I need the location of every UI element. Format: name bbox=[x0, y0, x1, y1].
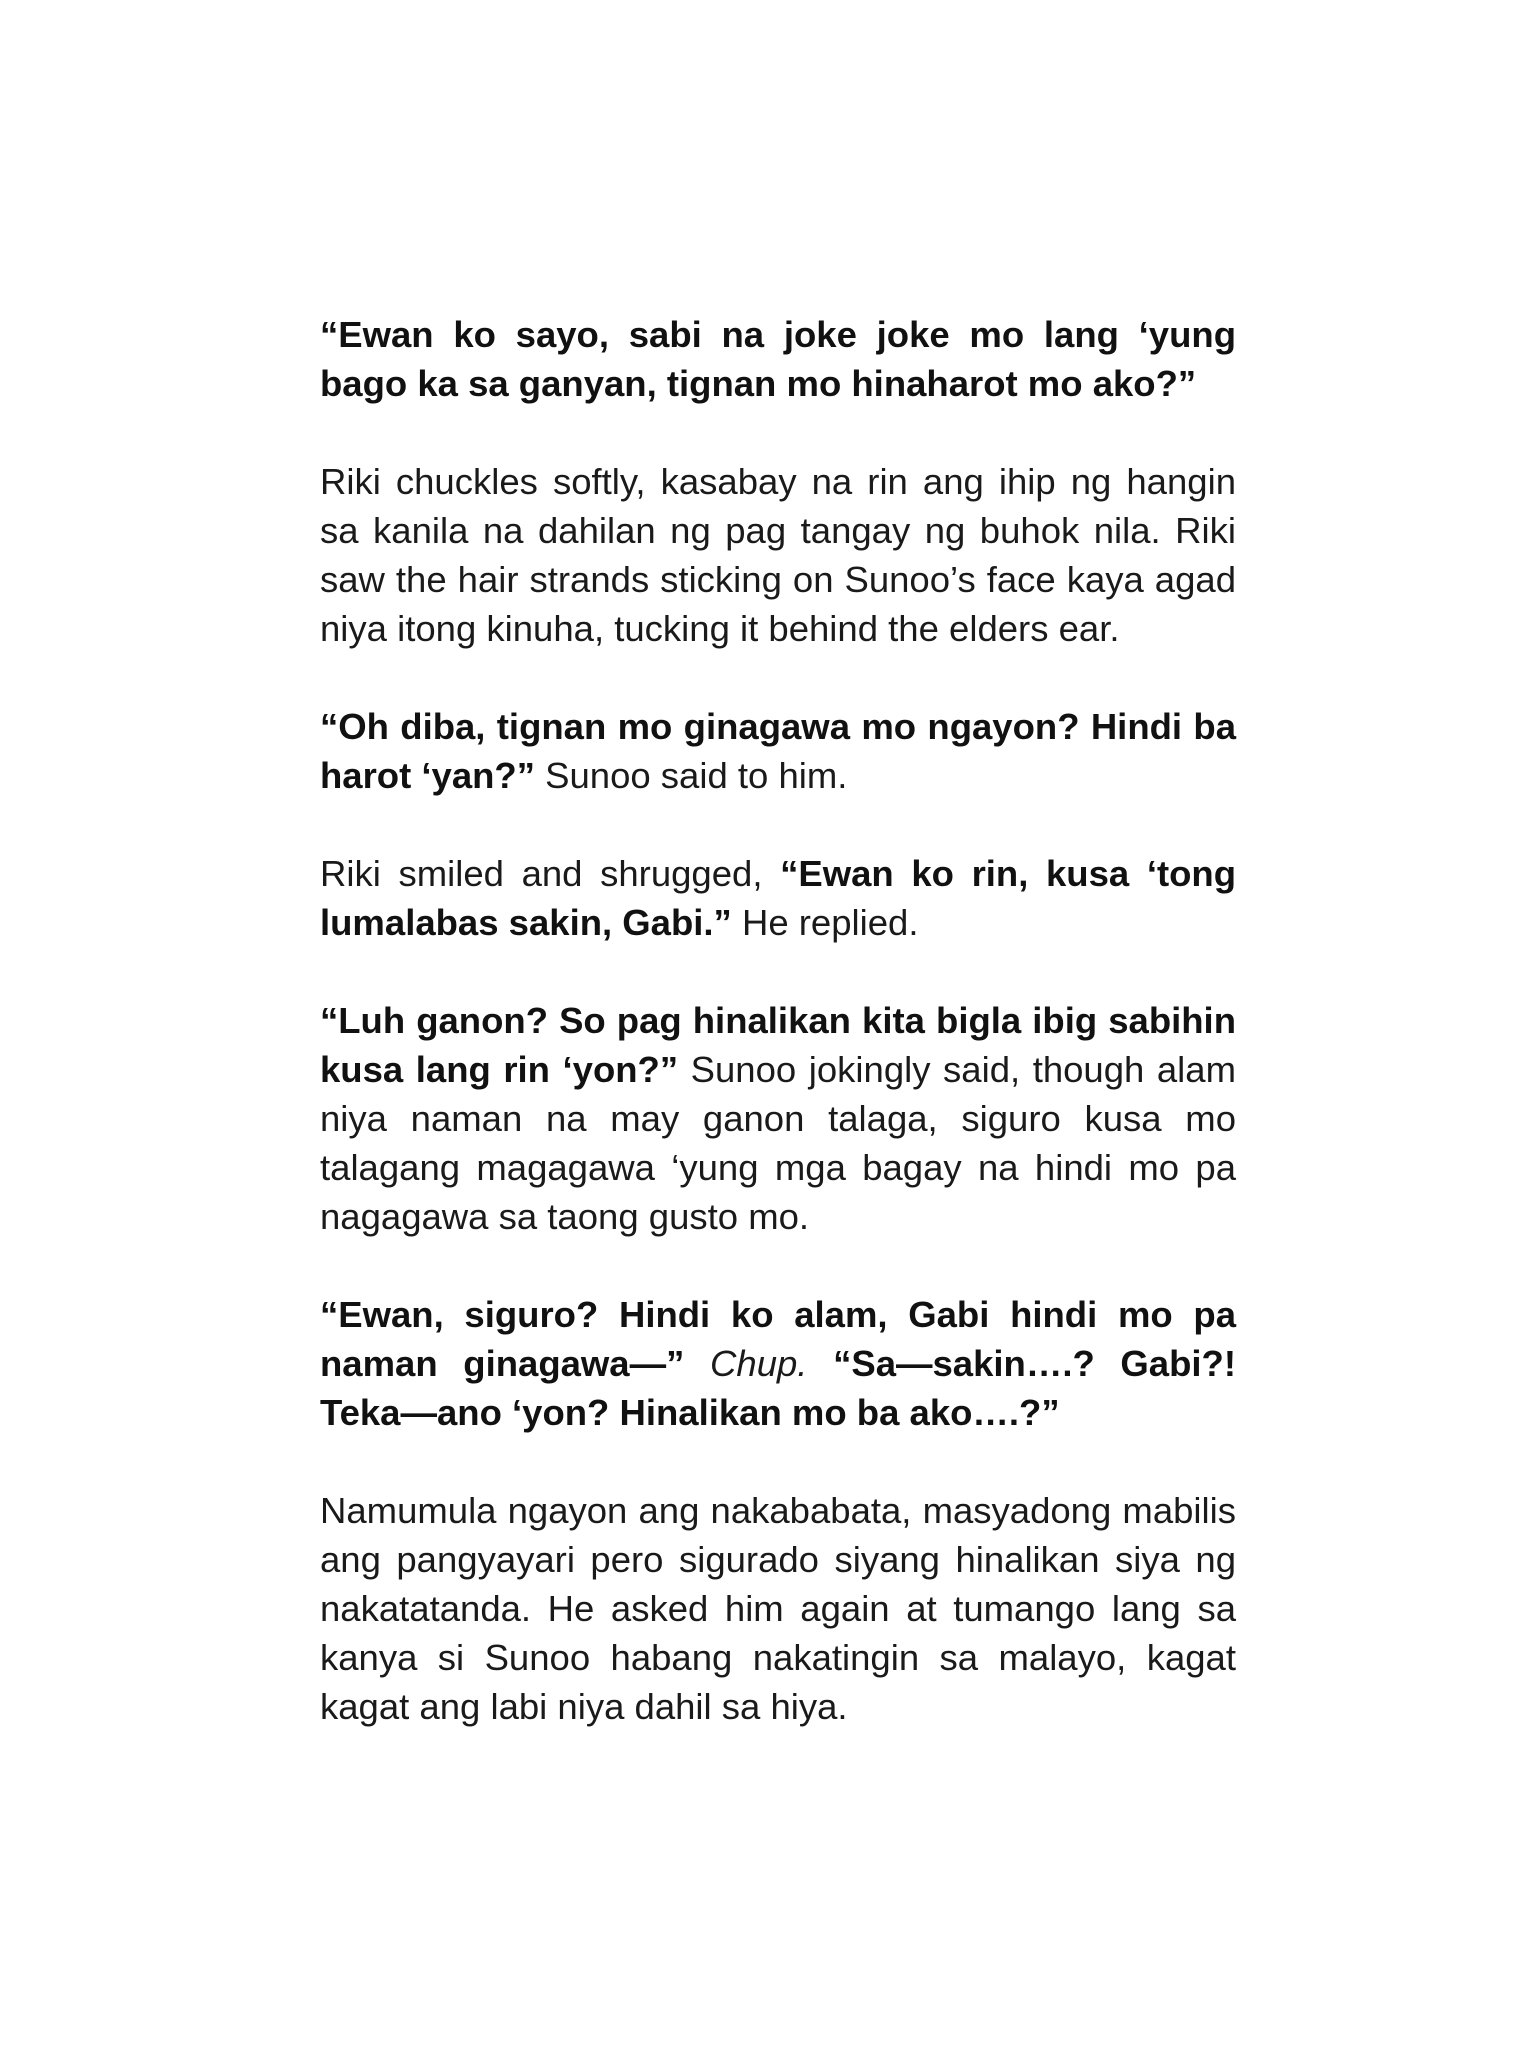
narration: Sunoo jokingly said, though alam niya naman na may ganon talaga, siguro kusa mo talagang magagawa ‘yung mga bagay na hindi mo pa nagagawa sa taong gusto mo. bbox=[320, 1049, 1236, 1237]
paragraph-2 bbox=[320, 457, 1236, 653]
narration: Namumula ngayon ang nakababata, masyadong mabilis ang pangyayari pero sigurado siyang hinalikan siya ng nakatatanda. He asked him again at tumango lang sa kanya si Sunoo habang nakatingin sa malayo, kagat kagat ang labi niya dahil sa hiya. bbox=[320, 1490, 1236, 1727]
dialogue: “Ewan ko sayo, sabi na joke joke mo lang ‘yung bago ka sa ganyan, tignan mo hinaharot mo ako?” bbox=[320, 314, 1236, 404]
paragraph-7 bbox=[320, 1486, 1236, 1731]
dialogue: “Ewan ko rin, kusa ‘tong lumalabas sakin, Gabi.” bbox=[320, 853, 1237, 943]
paragraph-3 bbox=[320, 702, 1236, 800]
sound-effect: Chup. bbox=[710, 1343, 808, 1384]
spacer bbox=[807, 1343, 833, 1384]
paragraph-1 bbox=[320, 310, 1236, 408]
dialogue: “Luh ganon? So pag hinalikan kita bigla ibig sabihin kusa lang rin ‘yon?” bbox=[320, 1000, 1236, 1090]
dialogue: “Ewan, siguro? Hindi ko alam, Gabi hindi mo pa naman ginagawa—” bbox=[320, 1294, 1236, 1384]
narration: Riki smiled and shrugged, bbox=[320, 853, 781, 894]
narration: Riki chuckles softly, kasabay na rin ang ihip ng hangin sa kanila na dahilan ng pag tangay ng buhok nila. Riki saw the hair strands sticking on Sunoo’s face kaya agad niya itong kinuha, tucking it behind the elders ear. bbox=[320, 461, 1236, 649]
dialogue: “Oh diba, tignan mo ginagawa mo ngayon? Hindi ba harot ‘yan?” bbox=[320, 706, 1236, 796]
paragraph-5 bbox=[320, 996, 1236, 1241]
narration: He replied. bbox=[731, 902, 919, 943]
paragraph-6 bbox=[320, 1290, 1236, 1437]
narration: Sunoo said to him. bbox=[534, 755, 848, 796]
story-text bbox=[320, 310, 1236, 1780]
paragraph-4 bbox=[320, 849, 1236, 947]
dialogue: “Sa—sakin….? Gabi?! Teka—ano ‘yon? Hinalikan mo ba ako….?” bbox=[320, 1343, 1236, 1433]
spacer bbox=[684, 1343, 710, 1384]
